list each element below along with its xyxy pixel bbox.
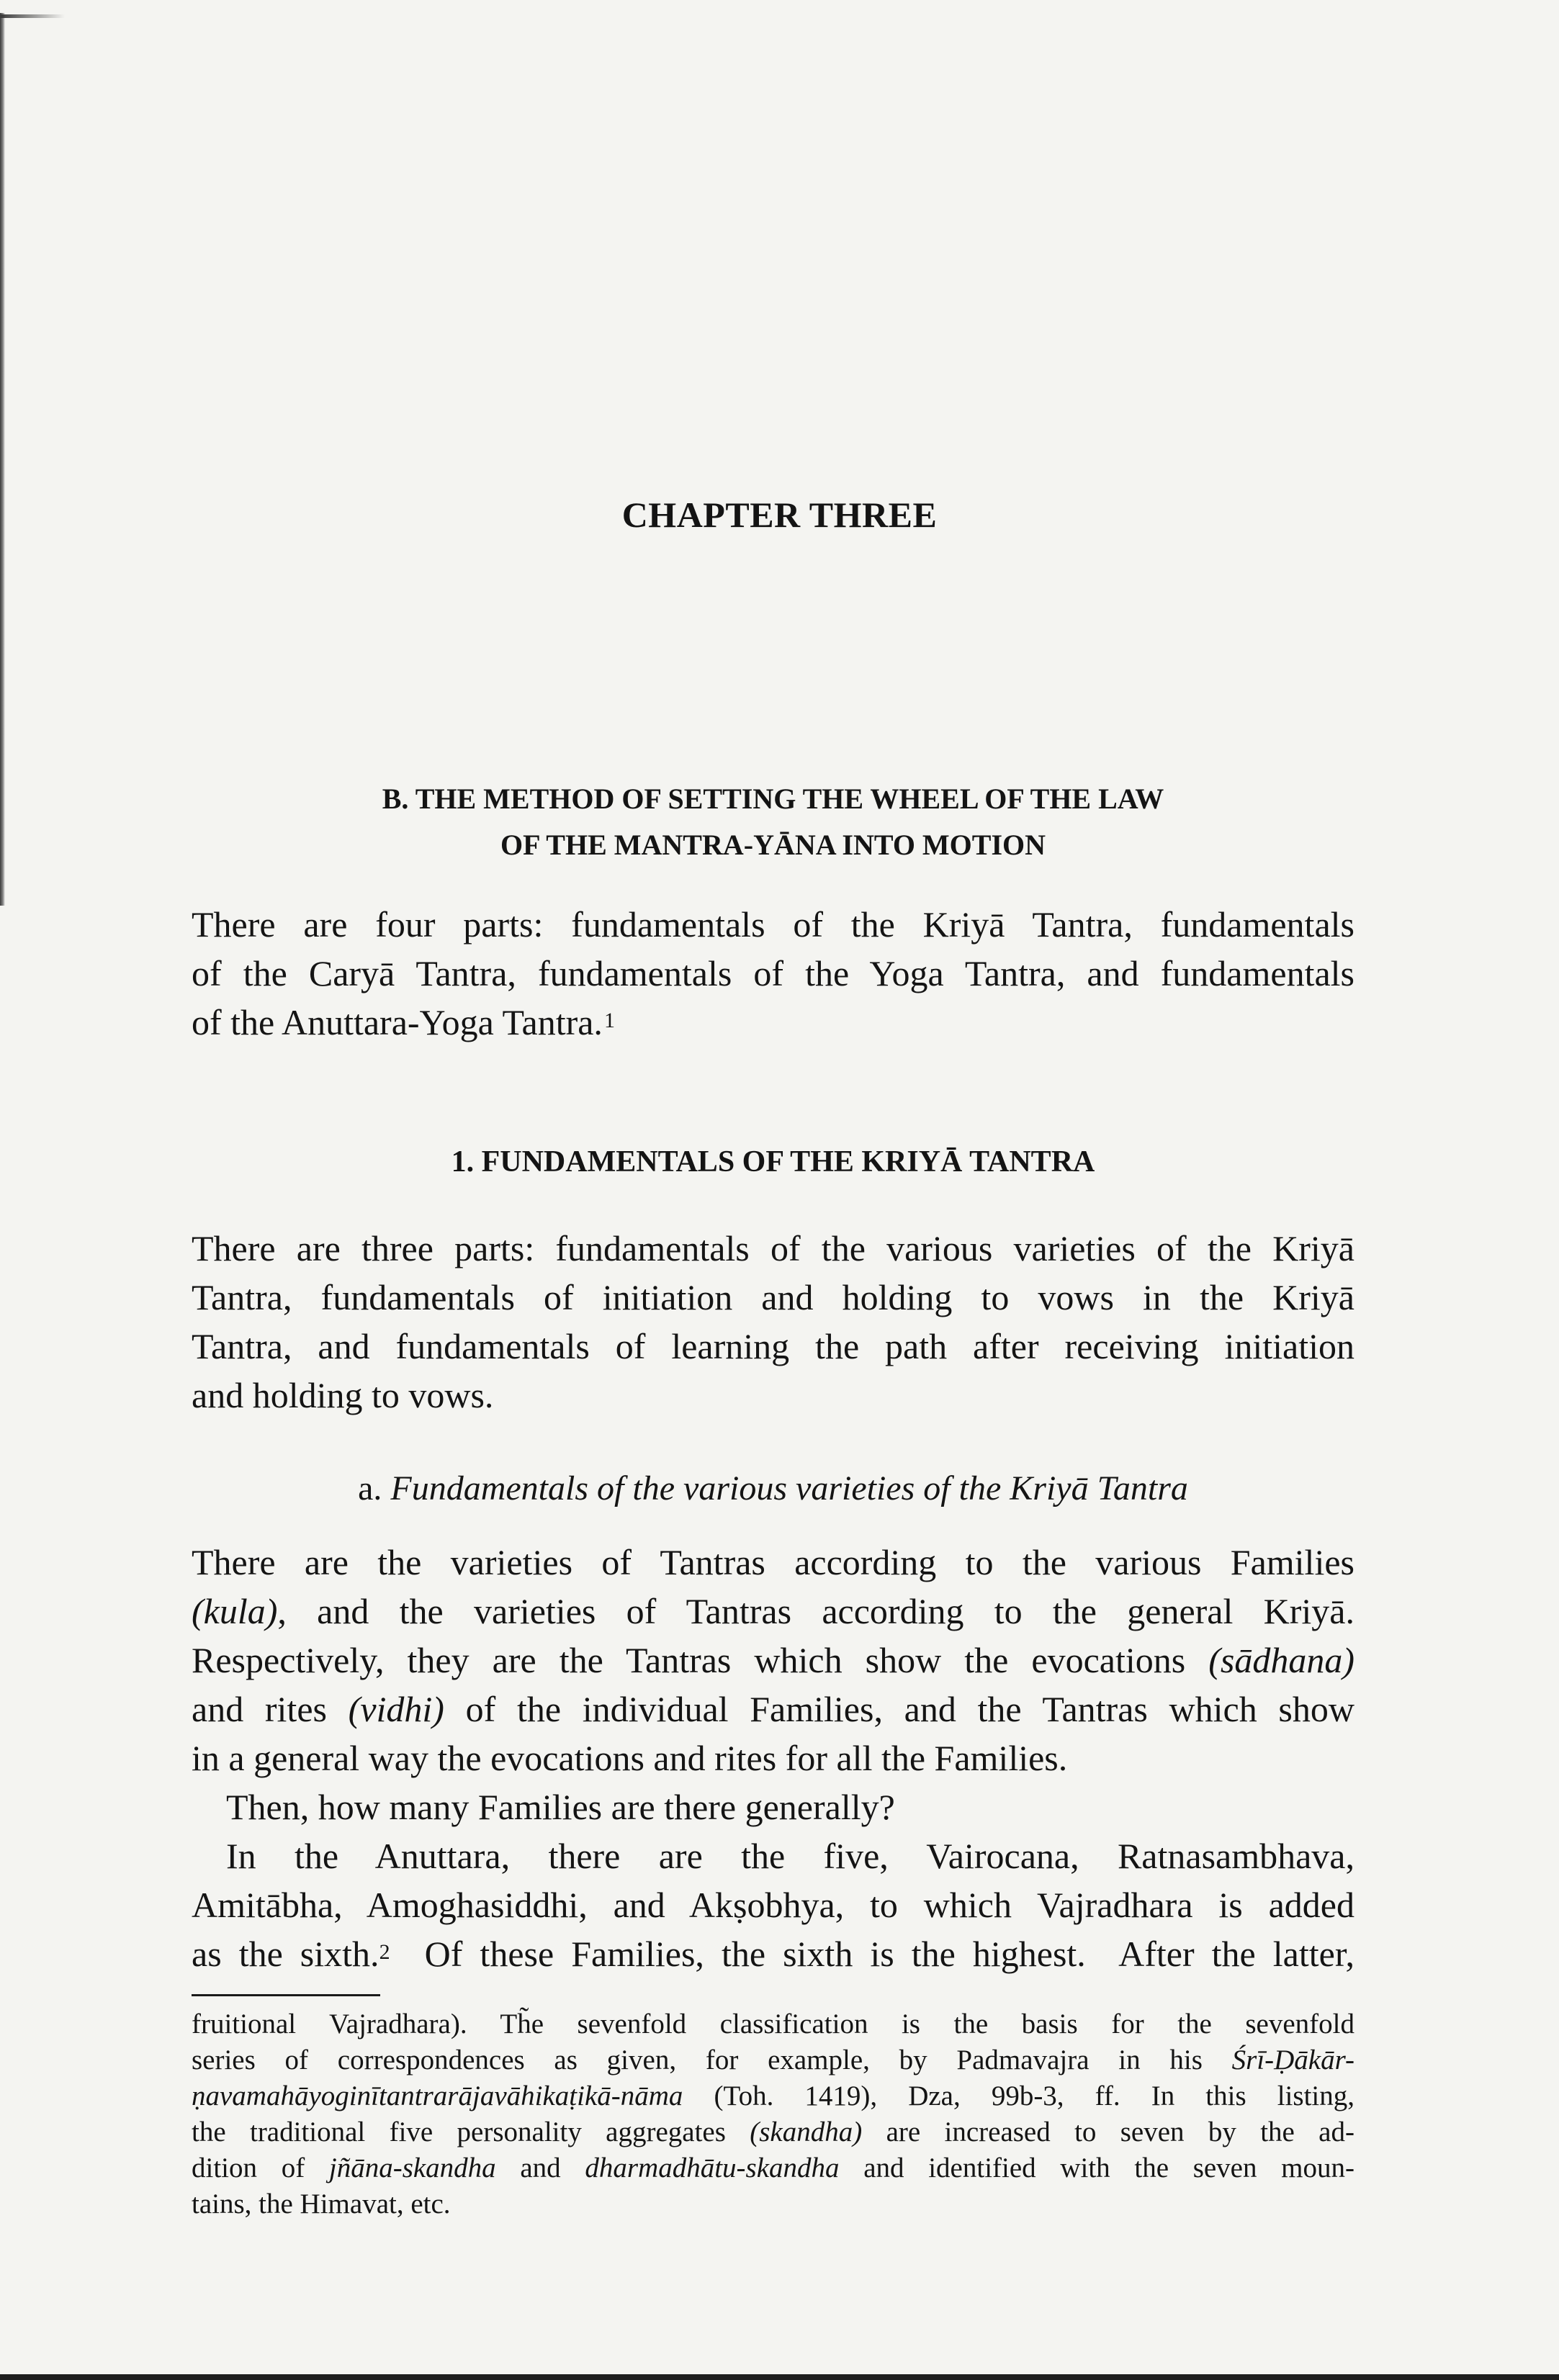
paragraph-line: Tantra, fundamentals of initiation and holding to vows in the Kriyā <box>192 1277 1354 1317</box>
footnote-text: are increased to seven by the ad- <box>862 2117 1354 2147</box>
page-edge-shadow <box>0 13 5 906</box>
paragraph-text: Of these Families, the sixth is the highest. After the latter, <box>390 1934 1354 1974</box>
footnote-line <box>192 2150 1354 2186</box>
footnote-text: and identified with the seven moun- <box>839 2153 1354 2183</box>
subsection-a-prefix: a. <box>358 1469 382 1507</box>
paragraph-text: of the individual Families, and the Tantras which show <box>444 1689 1354 1729</box>
term-italic: jñāna-skandha <box>328 2153 496 2183</box>
term-italic: (kula) <box>192 1591 278 1631</box>
footnote-line <box>192 2078 1354 2114</box>
paragraph-line: Then, how many Families are there generally? <box>226 1787 895 1827</box>
footnote-divider <box>192 1994 380 1996</box>
footnote-reference[interactable]: 1 <box>603 1008 615 1032</box>
subsection-a-heading <box>192 1469 1354 1508</box>
paragraph-line <box>192 1685 1354 1734</box>
term-italic: ṇavamahāyoginītantrarājavāhikaṭikā-nāma <box>192 2081 683 2111</box>
paragraph-line: of the Caryā Tantra, fundamentals of the Yoga Tantra, and fundamentals <box>192 953 1354 993</box>
section-b-heading-line-2: OF THE MANTRA-YĀNA INTO MOTION <box>500 829 1046 861</box>
paragraph-line: There are the varieties of Tantras according to the various Families <box>192 1542 1354 1582</box>
paragraph-line: and holding to vows. <box>192 1375 494 1415</box>
term-italic: Śrī-Ḍākār- <box>1231 2045 1354 2075</box>
paragraph-line: In the Anuttara, there are the five, Vairocana, Ratnasambhava, <box>226 1836 1354 1876</box>
footnote-line: tains, the Himavat, etc. <box>192 2189 451 2219</box>
subsection-a-title: Fundamentals of the various varieties of the Kriyā Tantra <box>390 1469 1188 1507</box>
section-1-heading: 1. FUNDAMENTALS OF THE KRIYĀ TANTRA <box>451 1145 1095 1178</box>
term-italic: (vidhi) <box>348 1689 444 1729</box>
paragraph-line: Tantra, and fundamentals of learning the path after receiving initiation <box>192 1326 1354 1366</box>
paragraph-line: There are four parts: fundamentals of the Kriyā Tantra, fundamentals <box>192 904 1354 945</box>
section-b-heading-line-1: B. THE METHOD OF SETTING THE WHEEL OF THE LAW <box>382 783 1164 815</box>
footnote-text: series of correspondences as given, for example, by Padmavajra in his <box>192 2045 1232 2075</box>
paragraph-text: as the sixth. <box>192 1934 379 1974</box>
footnote-line: fruitional Vajradhara). Th̃e sevenfold classification is the basis for the sevenfold <box>192 2009 1354 2039</box>
chapter-title: CHAPTER THREE <box>621 495 938 535</box>
term-italic: dharmadhātu-skandha <box>585 2153 840 2183</box>
term-italic: (sādhana) <box>1208 1640 1354 1680</box>
paragraph-text: of the Anuttara-Yoga Tantra. <box>192 1002 603 1042</box>
paragraph-line: in a general way the evocations and rites for all the Families. <box>192 1738 1068 1778</box>
footnote-text: the traditional five personality aggregates <box>192 2117 750 2147</box>
section-1-paragraph <box>192 1224 1354 1420</box>
footnote-text: and <box>495 2153 585 2183</box>
footnote-text: dition of <box>192 2153 329 2183</box>
footnote-line <box>192 2042 1354 2078</box>
paragraph-text: , and the varieties of Tantras according to the general Kriyā. <box>277 1591 1354 1631</box>
page-corner-mark <box>0 14 65 18</box>
footnote-reference[interactable]: 2 <box>379 1939 390 1964</box>
section-b-heading <box>192 776 1354 868</box>
paragraph-line <box>192 1929 1354 1978</box>
paragraph-line <box>192 998 1354 1047</box>
section-b-paragraph <box>192 900 1354 1047</box>
paragraph-text: Respectively, they are the Tantras which show the evocations <box>192 1640 1209 1680</box>
term-italic: (skandha) <box>750 2117 863 2147</box>
paragraph-line <box>192 1587 1354 1636</box>
footnote-line <box>192 2114 1354 2150</box>
paragraph-line <box>192 1636 1354 1685</box>
footnote-block <box>192 2006 1354 2222</box>
paragraph-text: and rites <box>192 1689 349 1729</box>
paragraph-line: Amitābha, Amoghasiddhi, and Akṣobhya, to which Vajradhara is added <box>192 1885 1354 1925</box>
subsection-a-body <box>192 1538 1354 1978</box>
paragraph-line: There are three parts: fundamentals of the various varieties of the Kriyā <box>192 1228 1354 1268</box>
footnote-text: (Toh. 1419), Dza, 99b-3, ff. In this listing, <box>683 2081 1354 2111</box>
page-bottom-edge <box>0 2374 1559 2380</box>
